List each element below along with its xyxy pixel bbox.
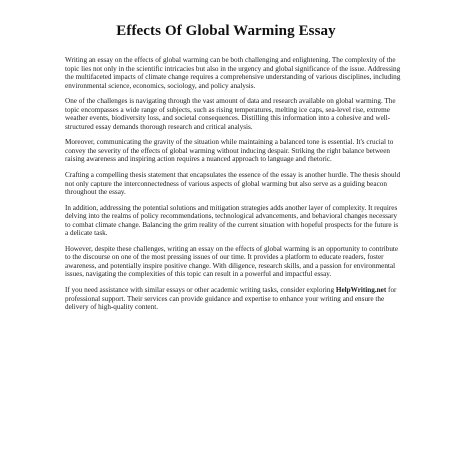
closing-paragraph bbox=[65, 286, 403, 312]
essay-body bbox=[65, 56, 403, 319]
essay-title: Effects Of Global Warming Essay bbox=[116, 23, 336, 39]
closing-intro: If you need assistance with similar essays or other academic writing tasks, consider exploring bbox=[65, 286, 335, 295]
paragraph-3: Moreover, communicating the gravity of the situation while maintaining a balanced tone is essential. It's crucial to convey the severity of the effects of global warming without inducing despair. Striking the right balance between raising awareness and inspiring action requires a nuanced approach to language and rhetoric. bbox=[65, 138, 394, 164]
paragraph-1: Writing an essay on the effects of global warming can be both challenging and enlightening. The complexity of the topic lies not only in the scientific intricacies but also in the urgency and global significance of the issue. Addressing the multifaceted impacts of climate change requires a comprehensive understanding of various disciplines, including environmental science, economics, sociology, and policy analysis. bbox=[65, 56, 401, 90]
closing-outro: for professional support. Their services can provide guidance and expertise to enhance your writing and ensure the delivery of high-quality content. bbox=[65, 286, 397, 312]
helpwriting-link[interactable]: HelpWriting.net bbox=[335, 286, 387, 295]
paragraph-5: In addition, addressing the potential solutions and mitigation strategies adds another layer of complexity. It requires delving into the realms of policy recommendations, technological advancements, and behavioral changes necessary to combat climate change. Balancing the grim reality of the current situation with hopeful prospects for the future is a delicate task. bbox=[65, 203, 399, 238]
paragraph-2: One of the challenges is navigating through the vast amount of data and research available on global warming. The topic encompasses a wide range of subjects, such as rising temperatures, melting ice caps, sea-level rise, extreme weather events, biodiversity loss, and societal consequences. Distilling this information into a cohesive and well-structured essay demands thorough research and critical analysis. bbox=[65, 97, 396, 131]
paragraph-6: However, despite these challenges, writing an essay on the effects of global warming is an opportunity to contribute to the discourse on one of the most pressing issues of our time. It provides a platform to educate readers, foster awareness, and potentially inspire positive change. With diligence, research skills, and a passion for environmental issues, navigating the complexities of this topic can result in a powerful and impactful essay. bbox=[65, 244, 399, 279]
paragraph-4: Crafting a compelling thesis statement that encapsulates the essence of the essay is another hurdle. The thesis should not only capture the interconnectedness of various aspects of global warming but also serve as a guiding beacon throughout the essay. bbox=[65, 171, 401, 197]
